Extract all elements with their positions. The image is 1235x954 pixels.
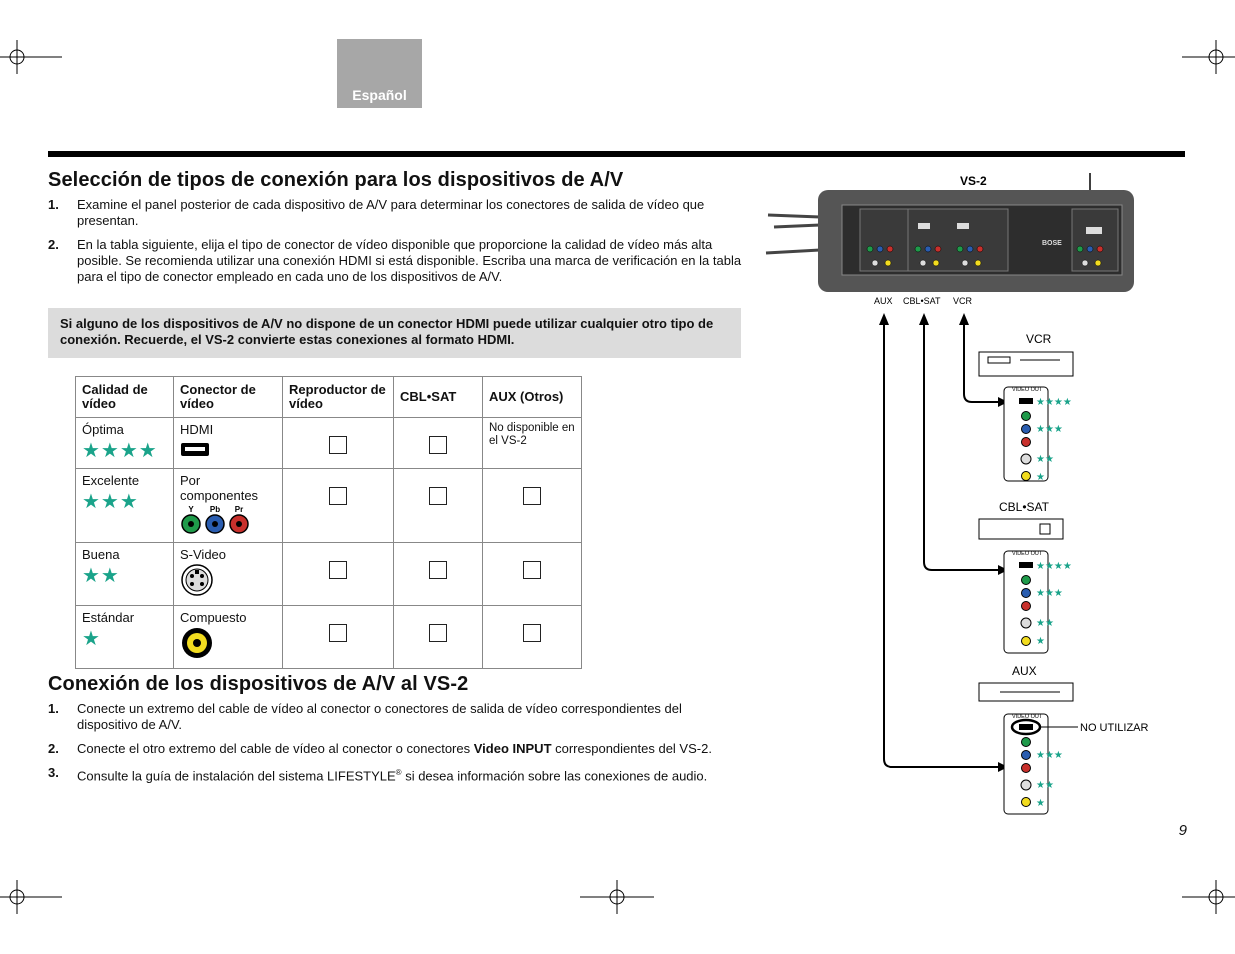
svg-text:VIDEO OUT: VIDEO OUT [1012,551,1043,557]
language-tab[interactable]: Español [337,39,422,108]
table-header: Conector de vídeo [174,377,283,418]
checkbox[interactable] [429,436,447,454]
input-label-aux: AUX [874,296,893,306]
quality-label: Excelente [82,473,140,488]
connector-label: S-Video [180,547,227,562]
step-item: 1. Examine el panel posterior de cada dispositivo de A/V para determinar los conectores de salida de vídeo que presentan. [48,197,705,228]
jack-label-pb: Pb [209,505,221,514]
table-row [76,543,582,606]
steps-list-1 [48,197,743,293]
checkbox[interactable] [329,436,347,454]
crop-mark-tl [0,40,62,74]
svg-text:★★★: ★★★ [1036,588,1063,599]
svg-text:★: ★ [1036,798,1045,809]
step-item: 1. Conecte un extremo del cable de vídeo al conector o conectores de salida de vídeo correspondientes del dispositivo de A/V. [48,701,682,732]
svg-text:★★★: ★★★ [1036,750,1063,761]
section-title-connect: Conexión de los dispositivos de A/V al VS-2 [48,673,469,695]
stars-rating: ★★★★ [82,440,158,462]
checkbox[interactable] [429,487,447,505]
vs2-device [818,190,1134,292]
stars-rating: ★★★ [82,491,139,513]
quality-label: Óptima [82,422,124,437]
vs2-label: VS-2 [960,174,987,188]
connector-label: Compuesto [180,610,247,625]
device-label-aux: AUX [1012,664,1037,678]
quality-table [75,376,582,669]
no-utilizar-label: NO UTILIZAR [1080,722,1149,734]
table-row [76,469,582,543]
crop-mark-bl [0,880,62,914]
table-header: Calidad de vídeo [76,377,174,418]
svg-text:VIDEO OUT: VIDEO OUT [1012,714,1043,720]
checkbox[interactable] [329,624,347,642]
device-label-vcr: VCR [1026,332,1052,346]
checkbox[interactable] [329,561,347,579]
checkbox[interactable] [523,487,541,505]
svg-text:VIDEO OUT: VIDEO OUT [1012,387,1043,393]
svideo-icon [180,562,216,598]
input-label-cblsat: CBL•SAT [903,296,941,306]
table-header-row [76,377,582,418]
table-header: Reproductor de vídeo [283,377,394,418]
checkbox[interactable] [429,624,447,642]
header-rule [48,151,1185,157]
jack-label-pr: Pr [234,505,244,514]
input-label-vcr: VCR [953,296,973,306]
composite-icon [180,625,216,661]
svg-text:★★★: ★★★ [1036,424,1063,435]
quality-label: Buena [82,547,120,562]
svg-text:★★★★: ★★★★ [1036,561,1072,572]
step-item: 3. Consulte la guía de instalación del sistema LIFESTYLE® si desea información sobre las conexiones de audio. [48,765,708,784]
svg-text:BOSE: BOSE [1042,240,1062,247]
table-row [76,606,582,669]
table-header: AUX (Otros) [483,377,582,418]
jack-label-y: Y [188,505,194,514]
svg-text:★: ★ [1036,636,1045,647]
hdmi-icon [180,441,210,459]
svg-text:★★: ★★ [1036,780,1054,791]
section-title-select: Selección de tipos de conexión para los dispositivos de A/V [48,169,624,191]
component-jacks-icon [180,503,260,535]
checkbox[interactable] [523,624,541,642]
note-box: Si alguno de los dispositivos de A/V no dispone de un conector HDMI puede utilizar cualquier otro tipo de conexión. Recuerde, el VS-2 convierte estas conexiones al formato HDMI. [48,308,741,358]
checkbox[interactable] [523,561,541,579]
steps-list-2 [48,701,743,792]
svg-text:★★: ★★ [1036,454,1054,465]
svg-text:★★★★: ★★★★ [1036,397,1072,408]
checkbox[interactable] [429,561,447,579]
quality-label: Estándar [82,610,135,625]
step-item: 2. Conecte el otro extremo del cable de vídeo al conector o conectores Video INPUT correspondientes del VS-2. [48,741,712,756]
stars-rating: ★★ [82,565,120,587]
connector-label: HDMI [180,422,214,437]
table-row [76,418,582,469]
crop-mark-tr [1182,40,1235,74]
connection-diagram [760,165,1180,825]
page-number: 9 [1178,822,1187,839]
checkbox[interactable] [329,487,347,505]
svg-text:★: ★ [1036,472,1045,483]
connector-label: Por componentes [180,473,259,503]
crop-mark-bm [580,880,654,914]
svg-text:★★: ★★ [1036,618,1054,629]
step-item: 2. En la tabla siguiente, elija el tipo de conector de vídeo disponible que proporcione la calidad de vídeo más alta posible. Se recomienda utilizar una conexión HDMI si está disponible. Escriba una marca de verificación en la tabla para el tipo de conector empleado en cada uno de los dispositivos de A/V. [48,237,742,284]
aux-note: No disponible en el VS-2 [483,418,582,469]
stars-rating: ★ [82,628,101,650]
crop-mark-br [1182,880,1235,914]
table-header: CBL•SAT [394,377,483,418]
device-label-cblsat: CBL•SAT [999,500,1049,514]
